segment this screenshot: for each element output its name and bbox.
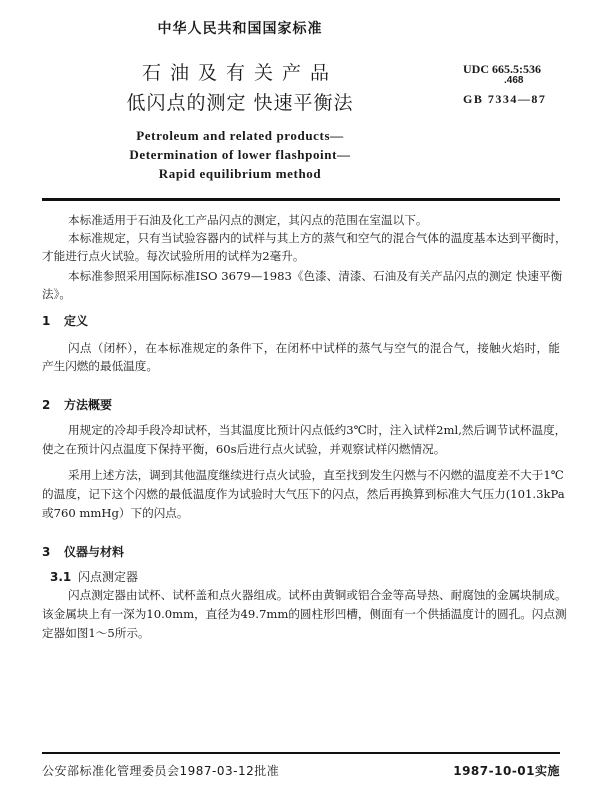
section-2-line: 用规定的冷却手段冷却试杯，当其温度比预计闪点低约3℃时，注入试样2ml,然后调节试杯温度， bbox=[68, 423, 567, 437]
intro-line: 本标准参照采用国际标准ISO 3679—1983《色漆、清漆、石油及有关产品闪点的测定 快速平衡 bbox=[68, 269, 563, 283]
section-2-line: 使之在预计闪点温度下保持平衡，60s后进行点火试验，并观察试样闪燃情况。 bbox=[42, 442, 446, 456]
header-rule bbox=[42, 198, 560, 201]
english-title-2: Determination of lower flashpoint— bbox=[129, 147, 351, 162]
footer-rule bbox=[42, 752, 560, 754]
udc-code-cont: .468 bbox=[504, 75, 524, 86]
section-2-line: 采用上述方法，调到其他温度继续进行点火试验，直至找到发生闪燃与不闪燃的温度差不大于1℃ bbox=[68, 468, 564, 482]
section-3-heading: 3 仪器与材料 bbox=[42, 545, 125, 559]
section-1-line: 闪点（闭杯），在本标准规定的条件下，在闭杯中试样的蒸气与空气的混合气，接触火焰时，能 bbox=[68, 341, 560, 355]
english-title-3: Rapid equilibrium method bbox=[158, 166, 322, 181]
english-title-1: Petroleum and related products— bbox=[136, 128, 344, 143]
section-3-1-line: 该金属块上有一深为10.0mm，直径为49.7mm的圆柱形凹槽，侧面有一个供插温度计的圆孔。闪点测 bbox=[42, 607, 567, 621]
intro-line: 才能进行点火试验。每次试验所用的试样为2毫升。 bbox=[42, 249, 305, 263]
effective-date: 1987-10-01实施 bbox=[453, 764, 560, 778]
approval-date: 公安部标准化管理委员会1987-03-12批准 bbox=[42, 764, 280, 778]
title-line-1: 石油及有关产品 bbox=[141, 62, 338, 84]
section-1-heading: 1 定义 bbox=[42, 314, 89, 328]
section-2-line: 的温度，记下这个闪燃的最低温度作为试验时大气压下的闪点，然后再换算到标准大气压力(101.3kPa bbox=[42, 487, 565, 501]
section-2-heading: 2 方法概要 bbox=[42, 398, 113, 412]
gb-number: GB 7334—87 bbox=[463, 92, 547, 106]
title-line-2: 低闪点的测定 快速平衡法 bbox=[126, 92, 354, 114]
udc-code: UDC 665.5:536 bbox=[463, 62, 541, 76]
section-3-1-line: 闪点测定器由试杯、试杯盖和点火器组成。试杯由黄铜或铝合金等高导热、耐腐蚀的金属块制成。 bbox=[68, 588, 567, 602]
section-1-line: 产生闪燃的最低温度。 bbox=[42, 359, 158, 373]
intro-line: 本标准规定，只有当试验容器内的试样与其上方的蒸气和空气的混合气体的温度基本达到平衡时， bbox=[68, 231, 567, 245]
section-2-line: 或760 mmHg）下的闪点。 bbox=[42, 506, 189, 520]
section-3-1-line: 定器如图1～5所示。 bbox=[42, 626, 150, 640]
section-3-1-heading: 3.1 闪点测定器 bbox=[50, 570, 139, 584]
intro-line: 本标准适用于石油及化工产品闪点的测定，其闪点的范围在室温以下。 bbox=[68, 213, 428, 227]
intro-line: 法》。 bbox=[42, 287, 71, 301]
national-standard-label: 中华人民共和国国家标准 bbox=[157, 21, 323, 37]
